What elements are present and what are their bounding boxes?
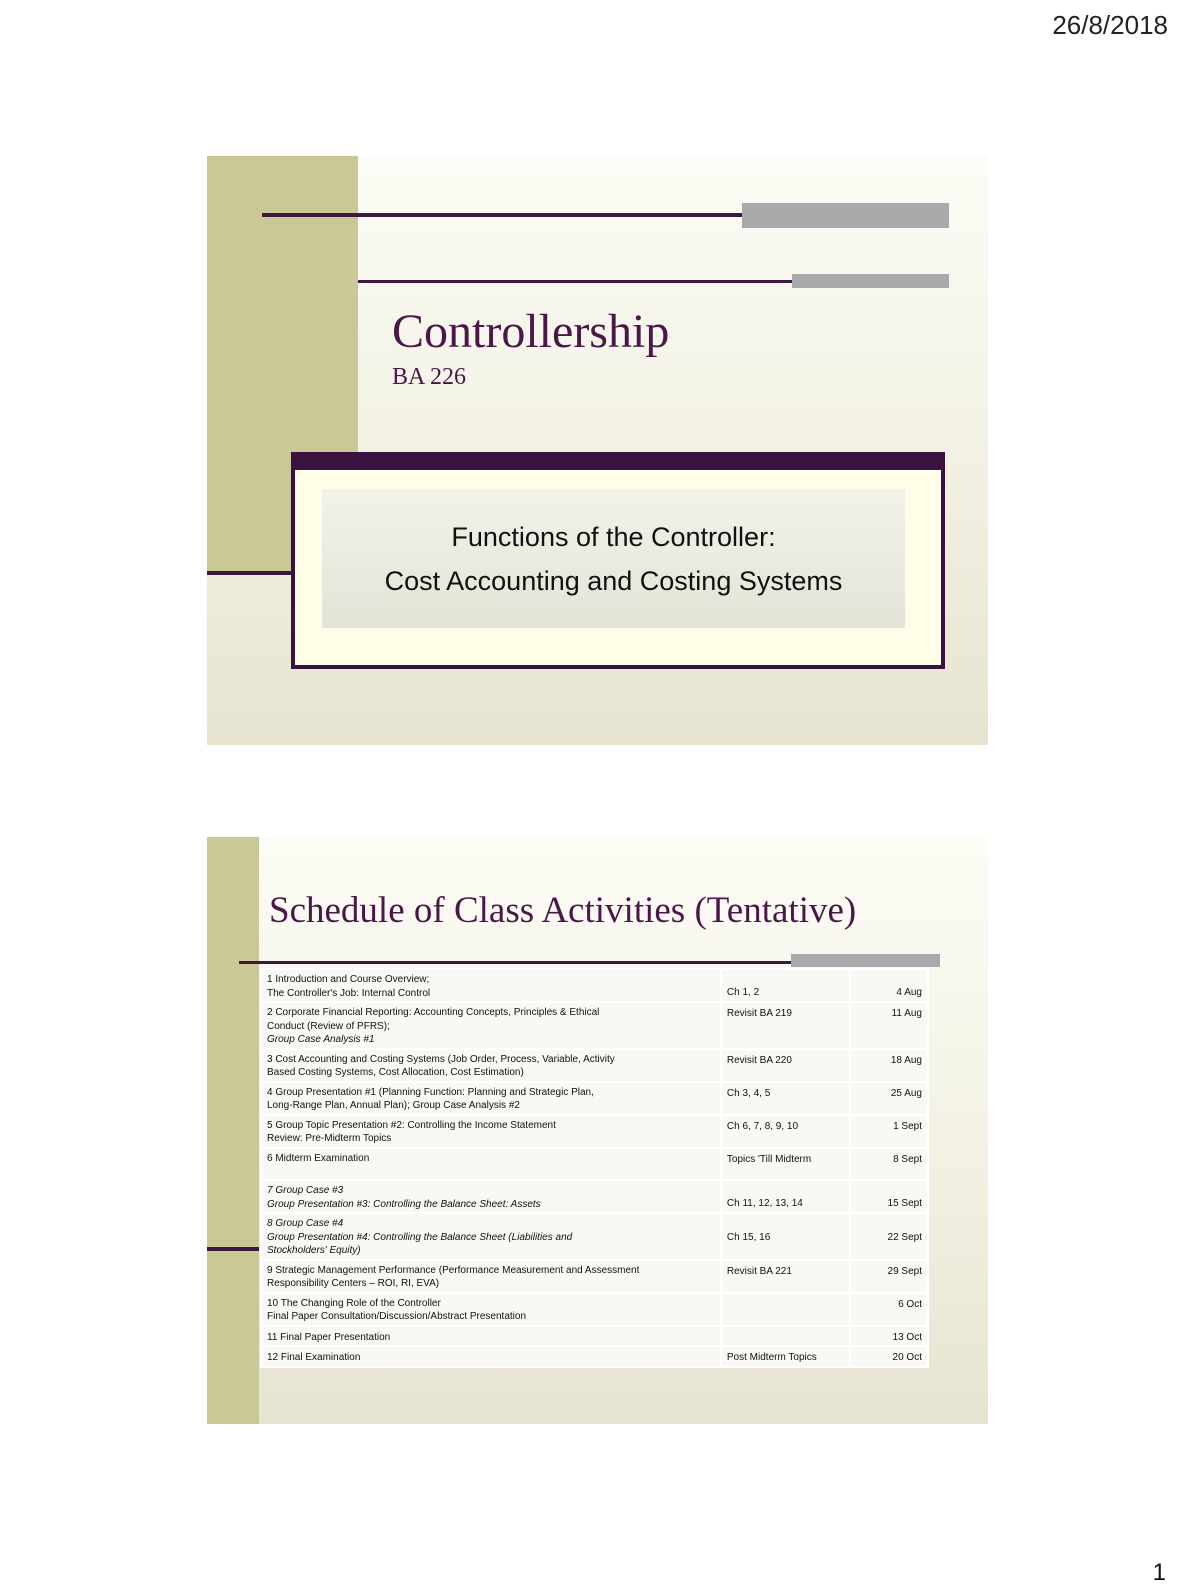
topic-line-2: Cost Accounting and Costing Systems [384,565,843,596]
activity-text: Group Presentation #4: Controlling the Balance Sheet (Liabilities and [267,1231,573,1243]
activity-text: 4 Group Presentation #1 (Planning Function: Planning and Strategic Plan, [267,1086,594,1098]
activity-cell [261,1326,721,1347]
activity-text: 8 Group Case #4 [267,1218,344,1229]
date-cell: 8 Sept [850,1148,928,1181]
decorative-bar [792,274,949,288]
date-cell: 18 Aug [850,1049,928,1082]
slide-subtitle: BA 226 [392,364,467,390]
table-row [261,1180,928,1213]
table-row [261,1346,928,1367]
activity-text: 9 Strategic Management Performance (Performance Measurement and Assessment [267,1264,640,1276]
activity-text: 12 Final Examination [267,1352,361,1363]
decorative-rule [207,1247,259,1251]
reference-cell: Revisit BA 220 [721,1049,850,1082]
topic-box [291,452,945,669]
schedule-table [260,968,929,1368]
print-date: 26/8/2018 [1052,10,1168,40]
table-row [261,1260,928,1293]
activity-cell [261,1346,721,1367]
reference-cell: Topics 'Till Midterm [721,1148,850,1181]
activity-text: Group Case Analysis #1 [267,1034,375,1045]
reference-cell: Revisit BA 219 [721,1002,850,1049]
reference-cell [721,1326,850,1347]
date-cell: 29 Sept [850,1260,928,1293]
activity-text: Stockholders' Equity) [267,1245,361,1256]
reference-cell: Ch 3, 4, 5 [721,1082,850,1115]
activity-cell [261,969,721,1002]
activity-cell [261,1115,721,1148]
activity-text: 6 Midterm Examination [267,1152,370,1164]
activity-text: Long-Range Plan, Annual Plan); Group Case Analysis #2 [267,1100,520,1111]
activity-text: The Controller's Job: Internal Control [267,987,431,999]
reference-cell: Ch 15, 16 [721,1213,850,1260]
table-row [261,1148,928,1181]
date-cell: 25 Aug [850,1082,928,1115]
date-cell: 4 Aug [850,969,928,1002]
date-cell: 22 Sept [850,1213,928,1260]
date-cell: 11 Aug [850,1002,928,1049]
activity-cell [261,1260,721,1293]
reference-cell: Ch 1, 2 [721,969,850,1002]
activity-text: 11 Final Paper Presentation [267,1331,391,1343]
reference-cell [721,1293,850,1326]
table-row [261,1293,928,1326]
reference-cell: Post Midterm Topics [721,1346,850,1367]
activity-text: Review: Pre-Midterm Topics [267,1133,392,1144]
activity-text: 7 Group Case #3 [267,1185,344,1196]
activity-cell [261,1180,721,1213]
activity-text: Based Costing Systems, Cost Allocation, Cost Estimation) [267,1067,524,1078]
date-cell: 6 Oct [850,1293,928,1326]
slide-1-title [207,156,988,745]
date-cell: 1 Sept [850,1115,928,1148]
date-cell: 15 Sept [850,1180,928,1213]
activity-text: 5 Group Topic Presentation #2: Controlling the Income Statement [267,1119,556,1131]
activity-cell [261,1148,721,1181]
decorative-rule [207,571,293,575]
page-number: 1 [1152,1559,1166,1586]
activity-text: Group Presentation #3: Controlling the Balance Sheet: Assets [267,1198,541,1210]
table-row [261,1002,928,1049]
activity-cell [261,1293,721,1326]
slide-title: Schedule of Class Activities (Tentative) [269,890,857,931]
date-cell: 20 Oct [850,1346,928,1367]
table-row [261,1082,928,1115]
table-row [261,1326,928,1347]
table-row [261,1049,928,1082]
table-row [261,1115,928,1148]
topic-line-1: Functions of the Controller: [451,521,776,552]
reference-cell: Revisit BA 221 [721,1260,850,1293]
activity-text: 3 Cost Accounting and Costing Systems (Job Order, Process, Variable, Activity [267,1053,615,1065]
activity-text: 1 Introduction and Course Overview; [267,974,430,985]
activity-text: Final Paper Consultation/Discussion/Abstract Presentation [267,1311,527,1322]
activity-text: Conduct (Review of PFRS); [267,1020,390,1032]
date-cell: 13 Oct [850,1326,928,1347]
activity-cell [261,1049,721,1082]
activity-text: Responsibility Centers – ROI, RI, EVA) [267,1278,440,1289]
table-row [261,969,928,1002]
table-row [261,1213,928,1260]
decorative-bar [791,954,940,967]
slide-title: Controllership [392,305,670,358]
topic-box-inner [322,489,905,628]
activity-text: 2 Corporate Financial Reporting: Accounting Concepts, Principles & Ethical [267,1007,600,1018]
slide-sidebar-accent [207,837,259,1424]
slide-2-schedule [207,837,988,1424]
activity-text: 10 The Changing Role of the Controller [267,1297,441,1309]
reference-cell: Ch 6, 7, 8, 9, 10 [721,1115,850,1148]
activity-cell [261,1002,721,1049]
reference-cell: Ch 11, 12, 13, 14 [721,1180,850,1213]
decorative-bar [742,203,949,228]
activity-cell [261,1082,721,1115]
activity-cell [261,1213,721,1260]
